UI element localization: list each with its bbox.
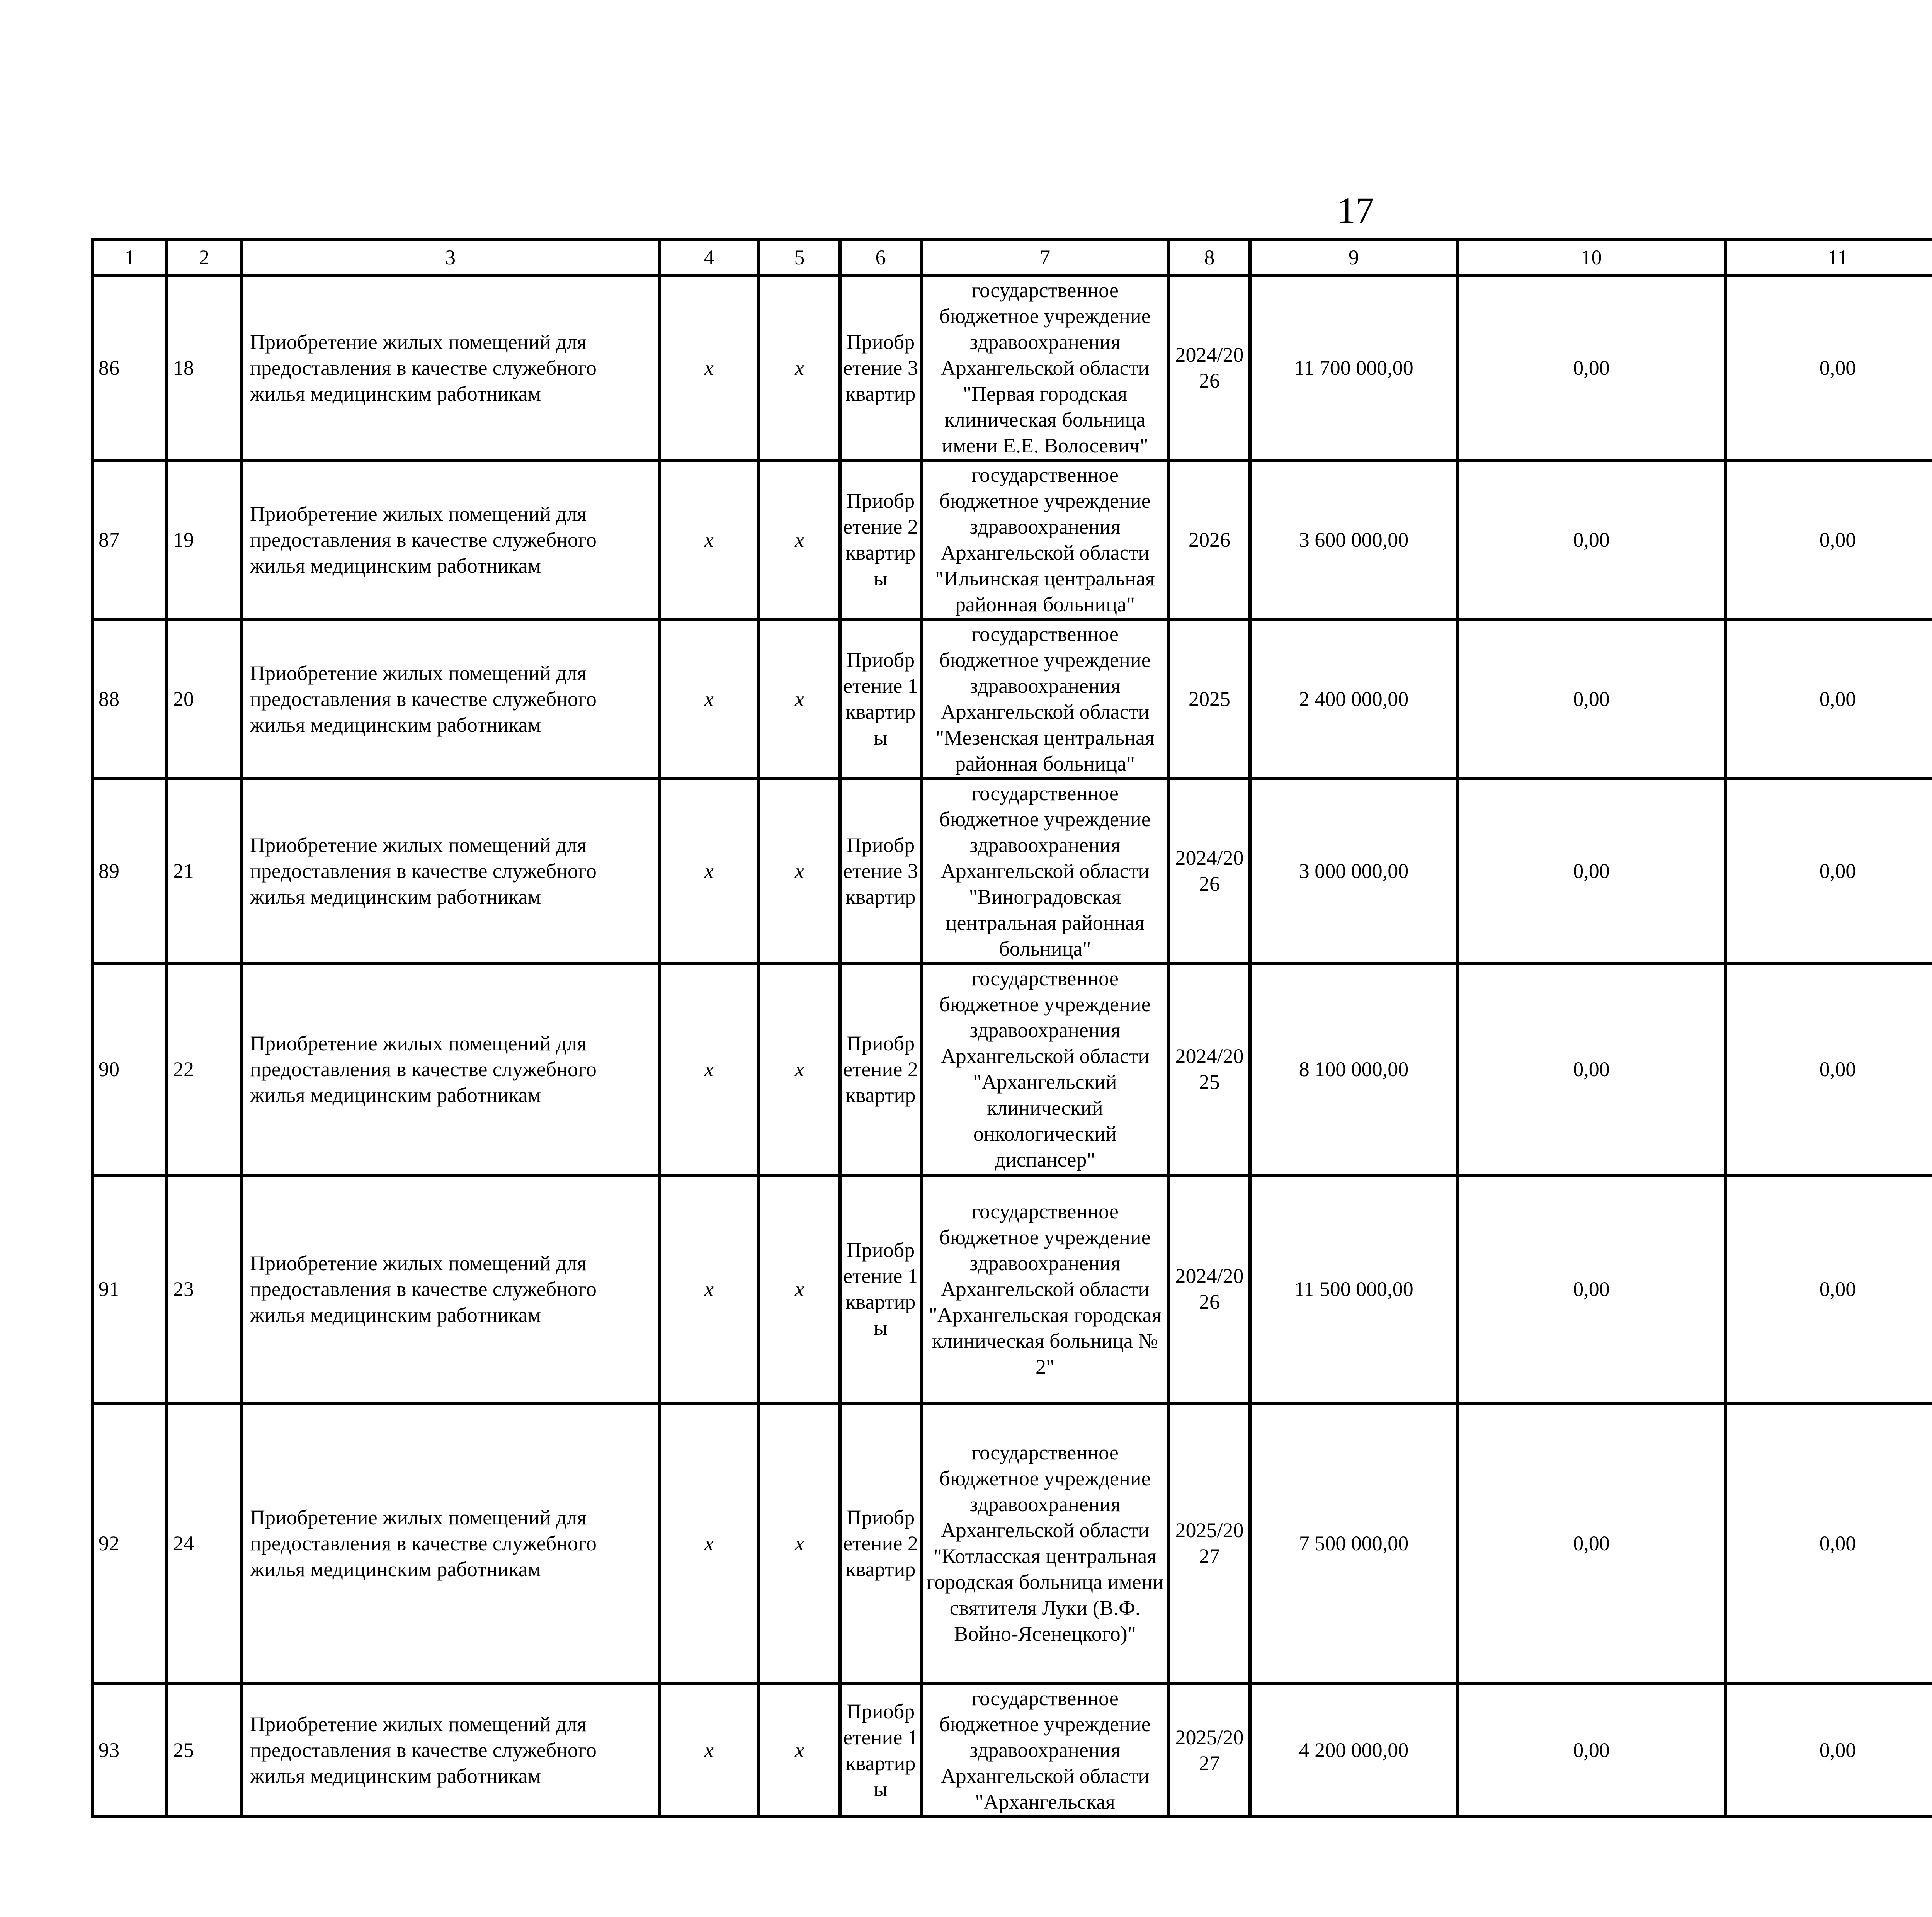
column-header: 3 xyxy=(242,239,659,276)
row-number: 90 xyxy=(92,963,167,1175)
column-header: 9 xyxy=(1250,239,1458,276)
item-number: 20 xyxy=(167,619,242,779)
table-row xyxy=(92,963,1932,1175)
cell-x: x xyxy=(759,460,840,619)
item-note: Приобретение 2 квартир xyxy=(840,1403,921,1684)
item-number: 24 xyxy=(167,1403,242,1684)
amount: 0,00 xyxy=(1458,1175,1725,1403)
amount: 0,00 xyxy=(1458,1684,1725,1817)
amount: 0,00 xyxy=(1725,619,1932,779)
row-number: 93 xyxy=(92,1684,167,1817)
table-row xyxy=(92,1403,1932,1684)
item-number: 25 xyxy=(167,1684,242,1817)
item-name: Приобретение жилых помещений для предоставления в качестве служебного жилья медицинским работникам xyxy=(242,460,659,619)
institution: государственное бюджетное учреждение здравоохранения Архангельской области "Архангельская городская клиническая больница № 2" xyxy=(921,1175,1169,1403)
amount: 0,00 xyxy=(1725,460,1932,619)
cell-x: x xyxy=(759,1403,840,1684)
item-note: Приобретение 1 квартиры xyxy=(840,1684,921,1817)
period: 2024/2026 xyxy=(1169,1175,1250,1403)
institution: государственное бюджетное учреждение здравоохранения Архангельской области "Мезенская центральная районная больница" xyxy=(921,619,1169,779)
amount: 0,00 xyxy=(1458,460,1725,619)
item-name: Приобретение жилых помещений для предоставления в качестве служебного жилья медицинским работникам xyxy=(242,1684,659,1817)
period: 2025/2027 xyxy=(1169,1684,1250,1817)
table-row xyxy=(92,779,1932,963)
amount: 4 200 000,00 xyxy=(1250,1684,1458,1817)
cell-x: x xyxy=(759,276,840,460)
item-name: Приобретение жилых помещений для предоставления в качестве служебного жилья медицинским работникам xyxy=(242,1403,659,1684)
item-name: Приобретение жилых помещений для предоставления в качестве служебного жилья медицинским работникам xyxy=(242,276,659,460)
table-row xyxy=(92,619,1932,779)
item-number: 22 xyxy=(167,963,242,1175)
cell-x: x xyxy=(659,276,759,460)
amount: 0,00 xyxy=(1725,779,1932,963)
row-number: 92 xyxy=(92,1403,167,1684)
amount: 11 700 000,00 xyxy=(1250,276,1458,460)
amount: 0,00 xyxy=(1725,1403,1932,1684)
institution: государственное бюджетное учреждение здравоохранения Архангельской области "Ильинская центральная районная больница" xyxy=(921,460,1169,619)
item-name: Приобретение жилых помещений для предоставления в качестве служебного жилья медицинским работникам xyxy=(242,779,659,963)
cell-x: x xyxy=(659,460,759,619)
cell-x: x xyxy=(759,779,840,963)
period: 2025 xyxy=(1169,619,1250,779)
amount: 8 100 000,00 xyxy=(1250,963,1458,1175)
period: 2025/2027 xyxy=(1169,1403,1250,1684)
table-row xyxy=(92,1175,1932,1403)
cell-x: x xyxy=(659,779,759,963)
item-name: Приобретение жилых помещений для предоставления в качестве служебного жилья медицинским работникам xyxy=(242,1175,659,1403)
row-number: 91 xyxy=(92,1175,167,1403)
item-note: Приобретение 2 квартиры xyxy=(840,460,921,619)
amount: 0,00 xyxy=(1725,1175,1932,1403)
item-name: Приобретение жилых помещений для предоставления в качестве служебного жилья медицинским работникам xyxy=(242,963,659,1175)
amount: 11 500 000,00 xyxy=(1250,1175,1458,1403)
column-header: 1 xyxy=(92,239,167,276)
cell-x: x xyxy=(659,963,759,1175)
header-row xyxy=(92,239,1932,276)
amount: 0,00 xyxy=(1458,276,1725,460)
amount: 0,00 xyxy=(1458,619,1725,779)
item-note: Приобретение 1 квартиры xyxy=(840,1175,921,1403)
item-number: 19 xyxy=(167,460,242,619)
page-number: 17 xyxy=(1337,190,1374,231)
row-number: 89 xyxy=(92,779,167,963)
amount: 2 400 000,00 xyxy=(1250,619,1458,779)
column-header: 4 xyxy=(659,239,759,276)
column-header: 6 xyxy=(840,239,921,276)
row-number: 87 xyxy=(92,460,167,619)
column-header: 11 xyxy=(1725,239,1932,276)
institution: государственное бюджетное учреждение здравоохранения Архангельской области "Виноградовская центральная районная больница" xyxy=(921,779,1169,963)
amount: 0,00 xyxy=(1725,1684,1932,1817)
column-header: 8 xyxy=(1169,239,1250,276)
cell-x: x xyxy=(759,1175,840,1403)
item-name: Приобретение жилых помещений для предоставления в качестве служебного жилья медицинским работникам xyxy=(242,619,659,779)
period: 2024/2026 xyxy=(1169,276,1250,460)
cell-x: x xyxy=(659,1684,759,1817)
amount: 0,00 xyxy=(1725,963,1932,1175)
item-number: 23 xyxy=(167,1175,242,1403)
amount: 3 600 000,00 xyxy=(1250,460,1458,619)
cell-x: x xyxy=(759,619,840,779)
period: 2024/2025 xyxy=(1169,963,1250,1175)
period: 2024/2026 xyxy=(1169,779,1250,963)
row-number: 86 xyxy=(92,276,167,460)
table-row xyxy=(92,460,1932,619)
column-header: 10 xyxy=(1458,239,1725,276)
item-note: Приобретение 3 квартир xyxy=(840,779,921,963)
period: 2026 xyxy=(1169,460,1250,619)
item-note: Приобретение 1 квартиры xyxy=(840,619,921,779)
amount: 3 000 000,00 xyxy=(1250,779,1458,963)
item-note: Приобретение 3 квартир xyxy=(840,276,921,460)
cell-x: x xyxy=(759,1684,840,1817)
column-header: 5 xyxy=(759,239,840,276)
item-number: 21 xyxy=(167,779,242,963)
budget-table xyxy=(91,238,1932,1818)
cell-x: x xyxy=(659,1403,759,1684)
table-row xyxy=(92,1684,1932,1817)
column-header: 7 xyxy=(921,239,1169,276)
column-header: 2 xyxy=(167,239,242,276)
amount: 0,00 xyxy=(1458,963,1725,1175)
institution: государственное бюджетное учреждение здравоохранения Архангельской области "Архангельская xyxy=(921,1684,1169,1817)
item-number: 18 xyxy=(167,276,242,460)
cell-x: x xyxy=(659,1175,759,1403)
table-row xyxy=(92,276,1932,460)
cell-x: x xyxy=(759,963,840,1175)
institution: государственное бюджетное учреждение здравоохранения Архангельской области "Котласская центральная городская больница имени святителя Луки (В.Ф. Войно-Ясенецкого)" xyxy=(921,1403,1169,1684)
institution: государственное бюджетное учреждение здравоохранения Архангельской области "Первая городская клиническая больница имени Е.Е. Волосевич" xyxy=(921,276,1169,460)
amount: 0,00 xyxy=(1458,779,1725,963)
amount: 0,00 xyxy=(1725,276,1932,460)
amount: 7 500 000,00 xyxy=(1250,1403,1458,1684)
institution: государственное бюджетное учреждение здравоохранения Архангельской области "Архангельский клинический онкологический диспансер" xyxy=(921,963,1169,1175)
cell-x: x xyxy=(659,619,759,779)
amount: 0,00 xyxy=(1458,1403,1725,1684)
row-number: 88 xyxy=(92,619,167,779)
item-note: Приобретение 2 квартир xyxy=(840,963,921,1175)
